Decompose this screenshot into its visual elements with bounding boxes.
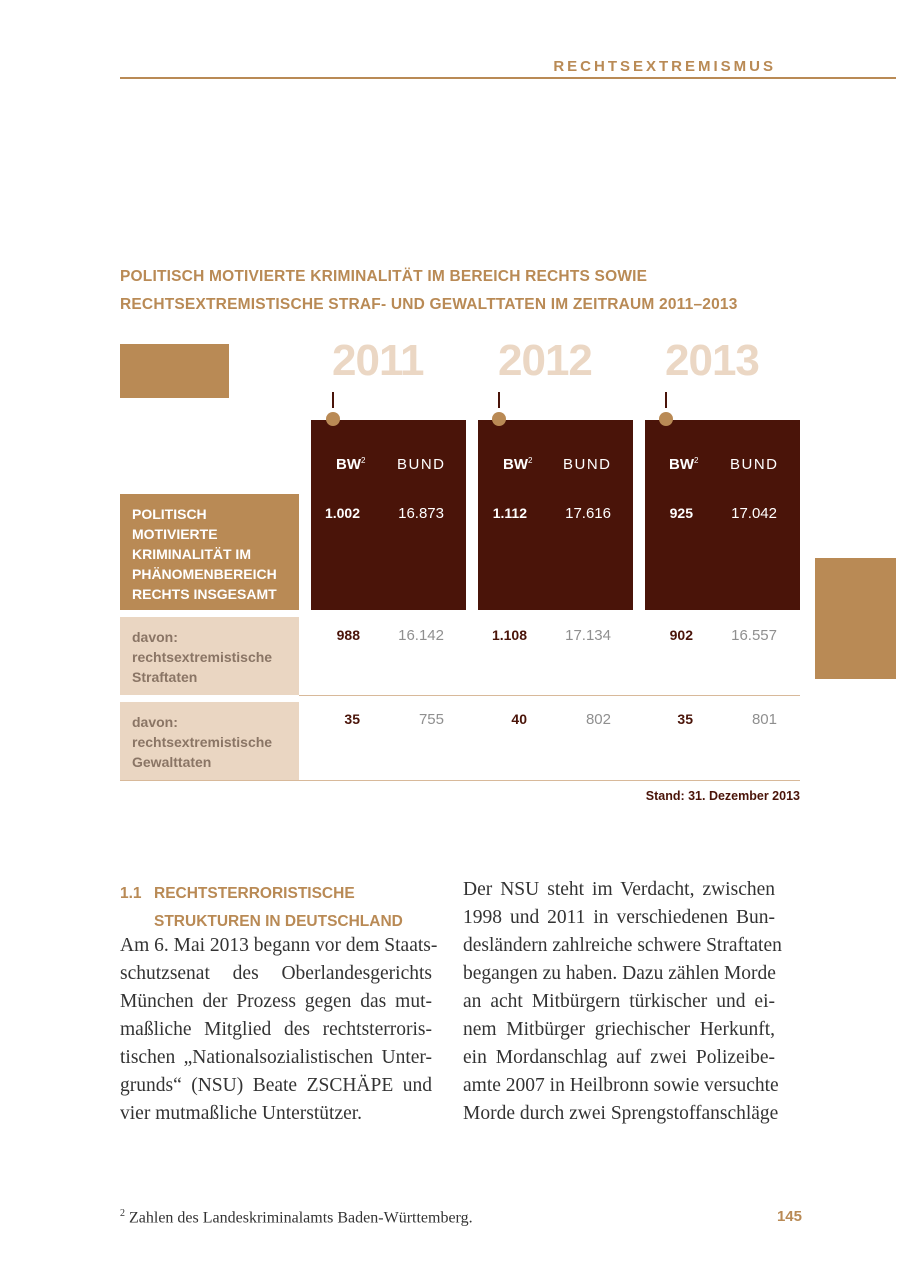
cell-total-bw-2013: 925 [669,505,693,521]
row-label-gewalttaten: davon: rechtsextremistische Gewalttaten [120,702,299,780]
col-head-bw-2013: $BW^2$ [669,456,699,473]
cell-gewalttaten-bund-2013: 801 [751,711,777,728]
table-corner-accent [120,344,229,398]
cell-total-bund-2013: 17.042 [731,505,777,522]
footnote-marker: 2 [120,1208,125,1219]
cell-straftaten-bw-2013: 902 [669,627,693,643]
section-number: 1.1 [120,885,142,902]
cell-total-bw-2012: 1.112 [492,505,527,521]
chapter-side-tab [815,558,896,679]
year-2013-tick [665,392,667,408]
year-2013-marker-dot [659,412,673,426]
cell-straftaten-bund-2012: 17.134 [565,627,611,644]
body-column-left: Am 6. Mai 2013 begann vor dem Staats- schutzsenat des Oberlandesgerichts München der Prozess gegen das mut- maßliche Mitglied des rechtsterroris- tischen „Nationalsozialistischen Unter- grunds“ (NSU) Beate ZSCHÄPE und vier mutmaßliche Unterstützer. [120,935,438,1124]
cell-total-bund-2011: 16.873 [398,505,444,522]
page-number: 145 [776,1208,802,1225]
year-2011-marker-dot [326,412,340,426]
cell-total-bund-2012: 17.616 [565,505,611,522]
table-title-line-1: POLITISCH MOTIVIERTE KRIMINALITÄT IM BEREICH RECHTS SOWIE [120,268,648,285]
table-bottom-rule [120,780,800,781]
year-2011-heading: 2011 [332,336,424,385]
section-heading-line-1: RECHTSTERRORISTISCHE [154,885,355,902]
cell-straftaten-bund-2011: 16.142 [398,627,444,644]
section-heading [120,880,440,936]
row-divider [299,695,800,696]
cell-gewalttaten-bw-2011: 35 [344,711,360,727]
footnote [120,1208,473,1227]
cell-gewalttaten-bund-2012: 802 [585,711,611,728]
running-header-title: RECHTSEXTREMISMUS [553,58,776,75]
row-label-straftaten: davon: rechtsextremistische Straftaten [120,617,299,695]
cell-gewalttaten-bund-2011: 755 [418,711,444,728]
cell-straftaten-bw-2011: 988 [336,627,360,643]
year-2013-heading: 2013 [665,336,759,385]
table-title-line-2: RECHTSEXTREMISTISCHE STRAF- UND GEWALTTATEN IM ZEITRAUM 2011–2013 [120,296,738,313]
col-head-bund-2011: BUND [397,456,446,473]
body-column-right: Der NSU steht im Verdacht, zwischen 1998 und 2011 in verschiedenen Bun- desländern zahlreiche schwere Straftaten begangen zu haben. Dazu zählen Morde an acht Mitbürgern türkischer und ei- nem Mitbürger griechischer Herkunft, ein Mordanschlag auf zwei Polizeibe- amte 2007 in Heilbronn sowie versuchte Morde durch zwei Sprengstoffanschläge [463,879,782,1124]
year-2011-tick [332,392,334,408]
col-head-bund-2013: BUND [730,456,779,473]
table-stand-note: Stand: 31. Dezember 2013 [645,789,800,803]
section-heading-line-2: STRUKTUREN IN DEUTSCHLAND [154,913,403,930]
col-head-bw-2011: $BW^2$ [336,456,366,473]
row-label-total: POLITISCH MOTIVIERTE KRIMINALITÄT IM PHÄNOMENBEREICH RECHTS INSGESAMT [120,494,299,610]
year-2012-tick [498,392,500,408]
footnote-text: Zahlen des Landeskriminalamts Baden-Württemberg. [129,1209,473,1227]
header-rule [120,77,896,79]
year-2012-heading: 2012 [498,336,592,385]
cell-total-bw-2011: 1.002 [324,505,360,521]
table-title [120,263,820,319]
cell-gewalttaten-bw-2012: 40 [511,711,527,727]
cell-gewalttaten-bw-2013: 35 [677,711,693,727]
col-head-bw-2012: $BW^2$ [503,456,533,473]
cell-straftaten-bw-2012: 1.108 [491,627,527,643]
col-head-bund-2012: BUND [563,456,612,473]
cell-straftaten-bund-2013: 16.557 [731,627,777,644]
year-2012-marker-dot [492,412,506,426]
